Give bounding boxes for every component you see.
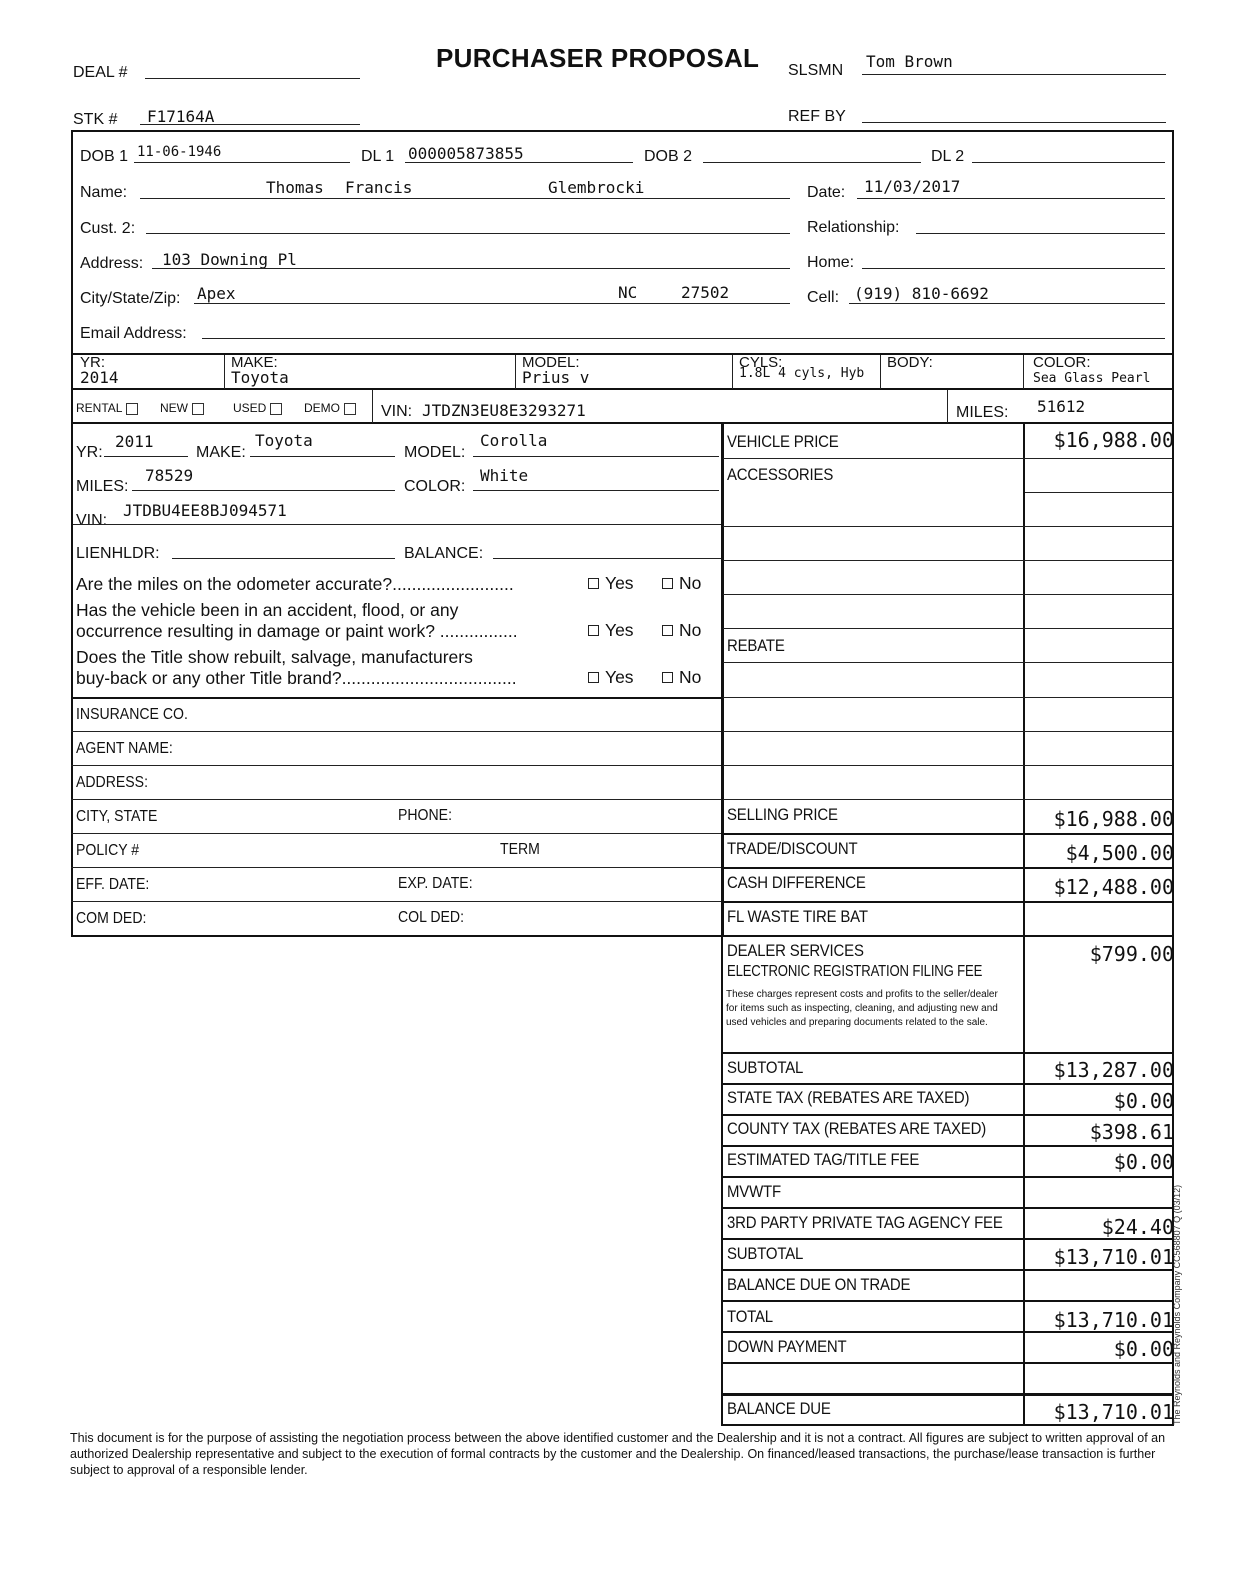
row-tire-bat <box>721 901 1174 935</box>
cell-label: Cell: <box>807 289 840 306</box>
refby-label: REF BY <box>788 108 846 125</box>
trade-discount-value[interactable]: $4,500.00 <box>1065 841 1174 865</box>
lienhldr-field[interactable] <box>172 558 395 559</box>
odometer-yes-checkbox[interactable] <box>588 578 599 589</box>
down-payment-value[interactable]: $0.00 <box>1113 1337 1174 1361</box>
balance-on-trade-label: BALANCE DUE ON TRADE <box>727 1275 911 1294</box>
balance-label: BALANCE: <box>404 545 484 562</box>
balance-field[interactable] <box>493 558 722 559</box>
customer-box <box>71 130 1174 355</box>
csz-label: City/State/Zip: <box>80 290 181 307</box>
dealer-services-label: DEALER SERVICES <box>727 941 864 960</box>
dealer-services-value[interactable]: $799.00 <box>1089 942 1174 966</box>
vehicle-miles-value[interactable]: 51612 <box>1037 397 1086 416</box>
eff-date-label: EFF. DATE: <box>76 876 150 893</box>
row-tag-fee <box>721 1145 1174 1176</box>
third-party-value[interactable]: $24.40 <box>1101 1215 1174 1239</box>
insurance-divider <box>71 697 724 699</box>
row-subtotal-2 <box>721 1238 1174 1269</box>
accessories-label: ACCESSORIES <box>727 465 834 484</box>
state-value[interactable]: NC <box>618 283 638 302</box>
address-underline <box>152 268 790 269</box>
slsmn-label: SLSMN <box>788 62 844 79</box>
vehicle-yr-value[interactable]: 2014 <box>80 368 119 387</box>
zip-value[interactable]: 27502 <box>681 283 730 302</box>
cust2-label: Cust. 2: <box>80 220 136 237</box>
dealer-disclaimer: These charges represent costs and profits to the seller/dealer for items such as inspecting, cleaning, and adjusting new and used vehicles and preparing documents related to the sale. <box>726 989 998 1028</box>
cust2-field[interactable] <box>146 233 790 234</box>
condition-divider <box>947 390 948 423</box>
cash-difference-value[interactable]: $12,488.00 <box>1053 875 1174 899</box>
yes-label: Yes <box>605 573 634 593</box>
subtotal-1-value[interactable]: $13,287.00 <box>1053 1058 1174 1082</box>
dob2-field[interactable] <box>703 162 921 163</box>
vehicle-yr-label: YR: <box>80 354 106 371</box>
dl1-value[interactable]: 000005873855 <box>408 144 524 163</box>
address-label: Address: <box>80 255 144 272</box>
no-label: No <box>679 667 702 687</box>
trade-color-value[interactable]: White <box>480 466 529 485</box>
email-label: Email Address: <box>80 325 187 342</box>
trade-vin-underline <box>73 524 722 525</box>
trade-miles-value[interactable]: 78529 <box>145 466 194 485</box>
row-line <box>723 662 1172 663</box>
date-underline <box>857 198 1165 199</box>
email-field[interactable] <box>202 338 1165 339</box>
title-no-checkbox[interactable] <box>662 672 673 683</box>
question-accident-1: Has the vehicle been in an accident, flood, or any <box>76 600 459 620</box>
name-underline <box>140 198 790 199</box>
condition-divider <box>372 390 373 423</box>
yes-label: Yes <box>605 620 634 640</box>
deal-label: DEAL # <box>73 64 128 81</box>
new-label: NEW <box>160 401 188 415</box>
county-tax-label: COUNTY TAX (REBATES ARE TAXED) <box>727 1119 987 1138</box>
home-field[interactable] <box>862 268 1165 269</box>
address-value[interactable]: 103 Downing Pl <box>162 250 297 269</box>
row-line <box>71 731 724 732</box>
tag-fee-label: ESTIMATED TAG/TITLE FEE <box>727 1150 920 1169</box>
vehicle-vin-label: VIN: <box>381 403 413 420</box>
selling-price-label: SELLING PRICE <box>727 805 838 824</box>
dob2-label: DOB 2 <box>644 148 693 165</box>
row-line <box>723 1362 1172 1364</box>
vehicle-price-label: VEHICLE PRICE <box>727 432 839 451</box>
city-state-label: CITY, STATE <box>76 808 158 825</box>
row-county-tax <box>721 1114 1174 1145</box>
refby-field[interactable] <box>862 122 1166 123</box>
dob1-label: DOB 1 <box>80 148 129 165</box>
footer-disclaimer: This document is for the purpose of assisting the negotiation process between the above identified customer and the Dealership and it is not a contract. All figures are subject to written approval of an authorized Dealership representative and subject to the execution of formal contracts by the customer and the Dealership. On financed/leased transactions, the purchase/lease transaction is further subject to approval of a responsible lender. <box>70 1431 1166 1477</box>
vehicle-make-value[interactable]: Toyota <box>231 368 289 387</box>
cash-difference-label: CASH DIFFERENCE <box>727 873 866 892</box>
question-title-1: Does the Title show rebuilt, salvage, manufacturers <box>76 647 473 667</box>
trade-model-value[interactable]: Corolla <box>480 431 548 450</box>
odometer-no-checkbox[interactable] <box>662 578 673 589</box>
slsmn-underline <box>862 74 1166 75</box>
state-tax-value[interactable]: $0.00 <box>1113 1089 1174 1113</box>
trade-vin-value[interactable]: JTDBU4EE8BJ094571 <box>123 501 287 520</box>
odometer-yes[interactable] <box>588 573 634 594</box>
vehicle-miles-label: MILES: <box>956 404 1009 421</box>
title-yes-checkbox[interactable] <box>588 672 599 683</box>
lienhldr-label: LIENHLDR: <box>76 545 160 562</box>
vehicle-divider <box>1023 355 1024 389</box>
row-line <box>723 765 1172 766</box>
form-code <box>1172 1135 1192 1425</box>
vehicle-price-value[interactable]: $16,988.00 <box>1053 428 1174 452</box>
slsmn-value[interactable]: Tom Brown <box>866 52 953 71</box>
first-name[interactable]: Thomas <box>266 178 324 197</box>
trade-color-label: COLOR: <box>404 478 466 495</box>
row-line <box>723 526 1172 527</box>
row-total <box>721 1300 1174 1331</box>
used-label: USED <box>233 401 267 415</box>
date-value[interactable]: 11/03/2017 <box>864 177 961 196</box>
trade-color-underline <box>473 490 719 491</box>
dob1-underline <box>134 162 350 163</box>
csz-underline <box>194 303 790 304</box>
term-label: TERM <box>500 841 540 858</box>
demo-label: DEMO <box>304 401 340 415</box>
dob1-value[interactable]: 11-06-1946 <box>137 144 222 160</box>
accident-yes-checkbox[interactable] <box>588 625 599 636</box>
row-line <box>71 833 724 834</box>
trade-make-label: MAKE: <box>196 444 246 461</box>
home-label: Home: <box>807 254 855 271</box>
row-mvwtf <box>721 1176 1174 1207</box>
row-line <box>71 901 724 902</box>
no-label: No <box>679 573 702 593</box>
insurance-address-label: ADDRESS: <box>76 774 148 791</box>
selling-price-value[interactable]: $16,988.00 <box>1053 807 1174 831</box>
title-yes[interactable] <box>588 667 634 688</box>
vehicle-divider <box>515 355 516 389</box>
mvwtf-label: MVWTF <box>727 1182 781 1201</box>
trade-vin-label: VIN: <box>76 512 108 529</box>
vehicle-color-label: COLOR: <box>1033 354 1091 371</box>
accident-no-checkbox[interactable] <box>662 625 673 636</box>
new-checkbox[interactable] <box>192 403 204 415</box>
rental-checkbox[interactable] <box>126 403 138 415</box>
new-option <box>160 401 208 415</box>
used-option <box>233 401 286 415</box>
policy-label: POLICY # <box>76 842 140 859</box>
total-label: TOTAL <box>727 1307 773 1326</box>
subtotal-1-label: SUBTOTAL <box>727 1058 804 1077</box>
exp-date-label: EXP. DATE: <box>398 875 473 892</box>
total-value[interactable]: $13,710.01 <box>1053 1308 1174 1332</box>
demo-option <box>304 401 360 415</box>
rental-option <box>76 401 142 415</box>
row-selling-price <box>721 799 1174 833</box>
row-balance-on-trade <box>721 1269 1174 1300</box>
question-title-2: buy-back or any other Title brand?.................................... <box>76 668 517 688</box>
row-line <box>71 867 724 868</box>
row-line <box>71 765 724 766</box>
trade-yr-underline <box>104 456 188 457</box>
row-vehicle-price <box>721 424 1174 458</box>
rebate-label: REBATE <box>727 636 785 655</box>
row-rebate <box>721 628 1174 662</box>
third-party-label: 3RD PARTY PRIVATE TAG AGENCY FEE <box>727 1213 1003 1232</box>
trade-model-label: MODEL: <box>404 444 466 461</box>
row-line <box>723 594 1172 595</box>
cell-underline <box>849 303 1165 304</box>
used-checkbox[interactable] <box>270 403 282 415</box>
city-value[interactable]: Apex <box>197 284 236 303</box>
row-third-party <box>721 1207 1174 1238</box>
row-line <box>71 799 724 800</box>
tire-bat-label: FL WASTE TIRE BAT <box>727 907 868 926</box>
vehicle-divider <box>732 355 733 389</box>
dl1-label: DL 1 <box>361 148 395 165</box>
row-line <box>723 697 1172 698</box>
accident-yes[interactable] <box>588 620 634 641</box>
vehicle-divider <box>880 355 881 389</box>
row-subtotal-1 <box>721 1052 1174 1083</box>
phone-label: PHONE: <box>398 807 452 824</box>
dl2-label: DL 2 <box>931 148 965 165</box>
no-label: No <box>679 620 702 640</box>
vehicle-model-label: MODEL: <box>522 354 580 371</box>
trade-miles-label: MILES: <box>76 478 129 495</box>
relationship-label: Relationship: <box>807 219 900 236</box>
row-line <box>1025 492 1172 493</box>
subtotal-2-label: SUBTOTAL <box>727 1244 804 1263</box>
page-title: PURCHASER PROPOSAL <box>436 43 760 73</box>
row-balance-due <box>721 1395 1174 1426</box>
tag-fee-value[interactable]: $0.00 <box>1113 1150 1174 1174</box>
last-name[interactable]: Glembrocki <box>548 178 645 197</box>
com-ded-label: COM DED: <box>76 910 147 927</box>
vehicle-color-value[interactable]: Sea Glass Pearl <box>1033 371 1151 386</box>
form-code-text: The Reynolds and Reynolds Company CC568807 Q (03/12) <box>1172 1184 1182 1425</box>
vehicle-cyls-label: CYLS: <box>739 354 783 371</box>
question-odometer: Are the miles on the odometer accurate?......................... <box>76 574 514 594</box>
vehicle-vin-value[interactable]: JTDZN3EU8E3293271 <box>422 401 586 420</box>
name-label: Name: <box>80 184 128 201</box>
accident-no[interactable] <box>662 620 701 641</box>
trade-make-underline <box>250 456 395 457</box>
yes-label: Yes <box>605 667 634 687</box>
relationship-field[interactable] <box>916 233 1165 234</box>
county-tax-value[interactable]: $398.61 <box>1089 1120 1174 1144</box>
stk-label: STK # <box>73 111 118 128</box>
row-line <box>723 731 1172 732</box>
balance-due-value[interactable]: $13,710.01 <box>1053 1400 1174 1424</box>
subtotal-2-value[interactable]: $13,710.01 <box>1053 1245 1174 1269</box>
vehicle-divider <box>224 355 225 389</box>
demo-checkbox[interactable] <box>344 403 356 415</box>
vehicle-model-value[interactable]: Prius v <box>522 368 590 387</box>
row-line <box>723 560 1172 561</box>
row-state-tax <box>721 1083 1174 1114</box>
dl1-underline <box>405 162 633 163</box>
col-ded-label: COL DED: <box>398 909 464 926</box>
vehicle-make-label: MAKE: <box>231 354 278 371</box>
vehicle-body-label: BODY: <box>887 354 933 371</box>
row-cash-difference <box>721 867 1174 901</box>
trade-model-underline <box>473 456 719 457</box>
trade-yr-label: YR: <box>76 444 103 461</box>
cell-value[interactable]: (919) 810-6692 <box>854 284 989 303</box>
row-down-payment <box>721 1331 1174 1362</box>
question-accident-2: occurrence resulting in damage or paint work? ................ <box>76 621 518 641</box>
vehicle-cyls-value[interactable]: 1.8L 4 cyls, Hyb <box>739 366 865 381</box>
agent-name-label: AGENT NAME: <box>76 740 173 757</box>
insurance-co-label: INSURANCE CO. <box>76 706 188 723</box>
efee-label: ELECTRONIC REGISTRATION FILING FEE <box>727 963 983 980</box>
date-label: Date: <box>807 184 846 201</box>
down-payment-label: DOWN PAYMENT <box>727 1337 847 1356</box>
row-accessories <box>721 458 1174 492</box>
stk-underline <box>140 124 360 125</box>
trade-miles-underline <box>132 490 395 491</box>
title-no[interactable] <box>662 667 701 688</box>
odometer-no[interactable] <box>662 573 701 594</box>
stk-value[interactable]: F17164A <box>147 107 215 126</box>
middle-name[interactable]: Francis <box>345 178 413 197</box>
trade-make-value[interactable]: Toyota <box>255 431 313 450</box>
trade-discount-label: TRADE/DISCOUNT <box>727 839 858 858</box>
state-tax-label: STATE TAX (REBATES ARE TAXED) <box>727 1088 970 1107</box>
trade-yr-value[interactable]: 2011 <box>115 432 154 451</box>
balance-due-label: BALANCE DUE <box>727 1399 831 1418</box>
row-trade-discount <box>721 833 1174 867</box>
rental-label: RENTAL <box>76 401 123 415</box>
deal-field[interactable] <box>145 78 360 79</box>
dl2-field[interactable] <box>972 162 1165 163</box>
